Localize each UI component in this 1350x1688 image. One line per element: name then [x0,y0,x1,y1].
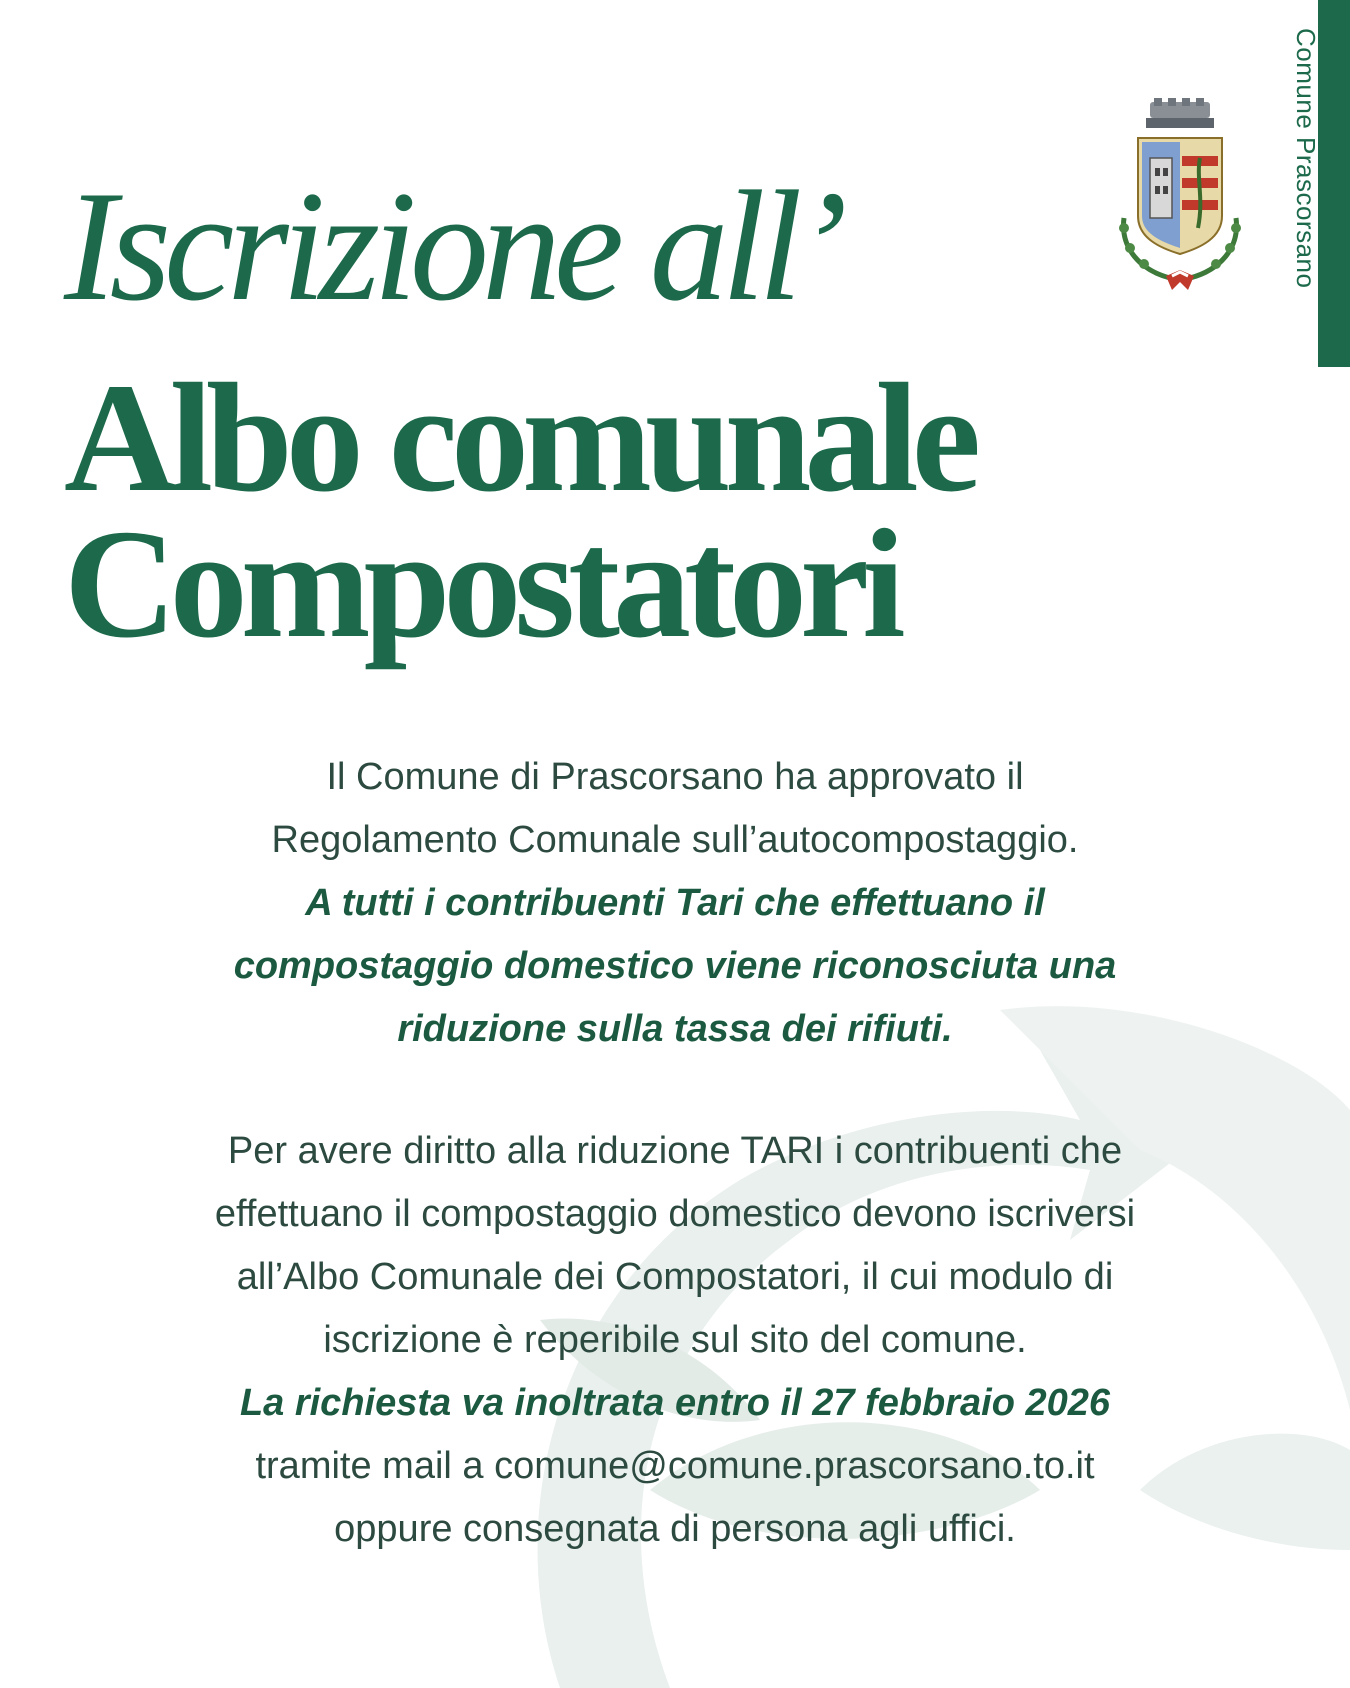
instructions-line: effettuano il compostaggio domestico devono iscriversi [214,1193,1136,1235]
contact-email-line: tramite mail a comune@comune.prascorsano.to.it [255,1445,1095,1487]
intro-emphasis-line: A tutti i contribuenti Tari che effettuano il [305,882,1045,924]
title-line-bold-2: Compostatori [64,497,899,670]
instructions-line: Per avere diritto alla riduzione TARI i contribuenti che [227,1130,1123,1172]
side-accent-bar [1318,0,1350,367]
instructions-paragraph [100,1120,1250,1561]
coat-of-arms-icon [1110,98,1250,293]
intro-paragraph [100,746,1250,1061]
deadline-emphasis-line: La richiesta va inoltrata entro il 27 febbraio 2026 [239,1382,1111,1424]
intro-emphasis-line: compostaggio domestico viene riconosciuta una [233,945,1117,987]
title-line-italic: Iscrizione all’ [64,159,842,334]
intro-emphasis-line: riduzione sulla tassa dei rifiuti. [397,1008,953,1050]
instructions-line: all’Albo Comunale dei Compostatori, il cui modulo di [236,1256,1114,1298]
intro-line: Regolamento Comunale sull’autocompostaggio. [271,819,1079,861]
title-line-bold-1: Albo comunale [64,351,975,524]
instructions-line: iscrizione è reperibile sul sito del comune. [323,1319,1027,1361]
intro-line: Il Comune di Prascorsano ha approvato il [326,756,1024,798]
instructions-line: oppure consegnata di persona agli uffici. [334,1508,1016,1550]
municipality-side-label: Comune Prascorsano [1291,28,1321,289]
